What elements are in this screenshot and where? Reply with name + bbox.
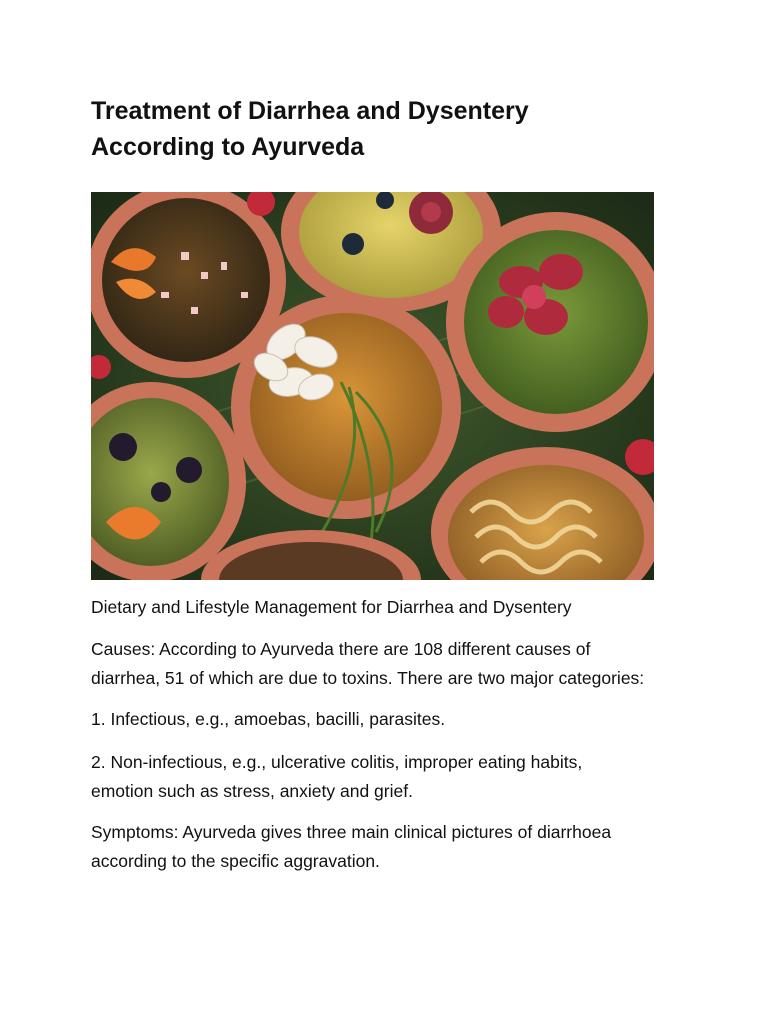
list-item-infectious <box>91 705 731 734</box>
title-line-1: Treatment of Diarrhea and Dysentery <box>91 97 529 125</box>
section-subtitle <box>91 593 731 622</box>
symptoms-line-2: according to the specific aggravation. <box>91 851 380 871</box>
subtitle-text: Dietary and Lifestyle Management for Diarrhea and Dysentery <box>91 597 572 617</box>
symptoms-paragraph <box>91 818 731 876</box>
item2-line-1: 2. Non-infectious, e.g., ulcerative colitis, improper eating habits, <box>91 752 583 772</box>
photo-illustration <box>91 192 654 580</box>
causes-paragraph <box>91 635 731 693</box>
symptoms-line-1: Symptoms: Ayurveda gives three main clinical pictures of diarrhoea <box>91 822 612 842</box>
herbal-bowls-photo <box>91 192 654 580</box>
list-item-non-infectious <box>91 748 731 806</box>
item2-line-2: emotion such as stress, anxiety and grief. <box>91 781 413 801</box>
page-title <box>91 93 711 165</box>
title-line-2: According to Ayurveda <box>91 133 365 161</box>
item1-text: 1. Infectious, e.g., amoebas, bacilli, parasites. <box>91 709 446 729</box>
causes-line-1: Causes: According to Ayurveda there are 108 different causes of <box>91 639 591 659</box>
causes-line-2: diarrhea, 51 of which are due to toxins. There are two major categories: <box>91 668 645 688</box>
